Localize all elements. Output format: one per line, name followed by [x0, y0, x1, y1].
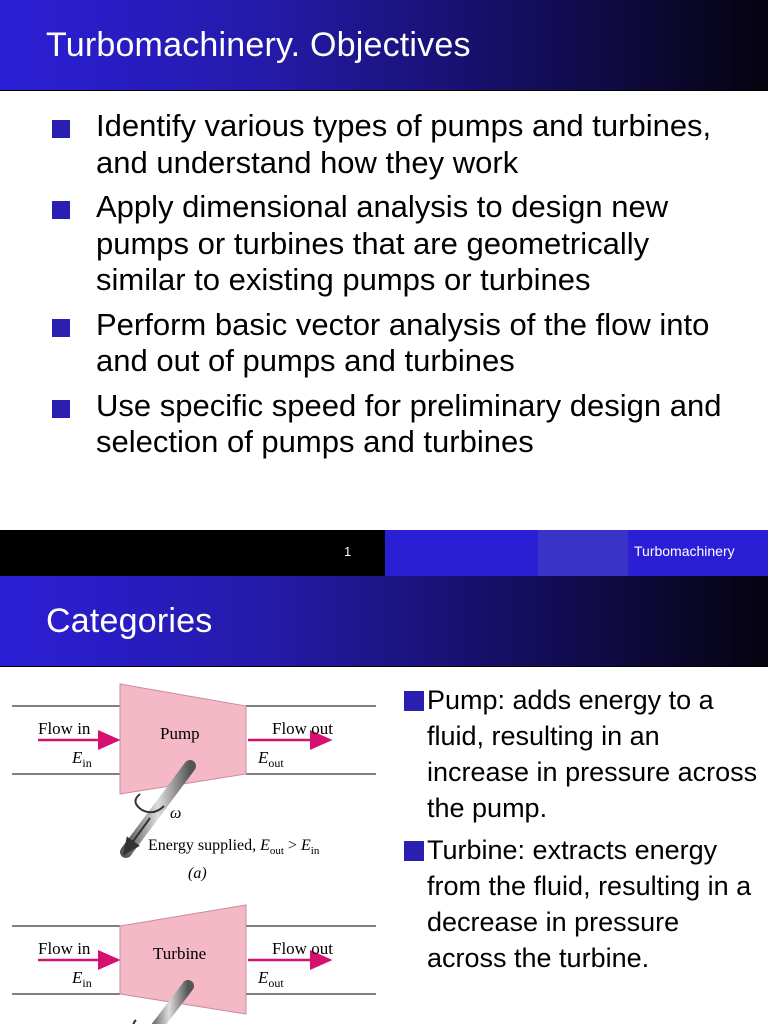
footer-band: [538, 530, 628, 576]
square-bullet-icon: [52, 400, 70, 418]
slide1-bullet-list: [0, 108, 768, 469]
pump-device-label: Pump: [160, 724, 200, 743]
turbine-e-out-label: $E_{out}$: [258, 968, 284, 990]
pump-diagram: [12, 684, 376, 882]
slide2-bullet-list: [400, 682, 760, 982]
bullet-text: Turbine: extracts energy from the fluid, resulting in a decrease in pressure across the turbine.: [427, 835, 752, 973]
turbine-flow-in-label: Flow in: [38, 939, 91, 958]
figure-a-label: (a): [188, 865, 207, 882]
turbine-e-in-label: $E_{in}$: [72, 968, 92, 990]
turbine-flow-out-label: Flow out: [272, 939, 333, 958]
footer-band: [385, 530, 538, 576]
turbine-device-label: Turbine: [153, 944, 207, 963]
turbine-diagram: [12, 905, 376, 1024]
square-bullet-icon: [404, 691, 424, 711]
list-item: [0, 189, 768, 299]
pump-turbine-figure: [0, 668, 390, 1024]
list-item: [400, 682, 760, 826]
list-item: [0, 307, 768, 380]
pump-flow-in-label: Flow in: [38, 719, 91, 738]
pump-e-in-label: $E_{in}$: [72, 748, 92, 770]
omega-label: ω: [170, 805, 182, 822]
square-bullet-icon: [404, 841, 424, 861]
square-bullet-icon: [52, 201, 70, 219]
slide1-title: Turbomachinery. Objectives: [46, 26, 471, 64]
bullet-text: Identify various types of pumps and turbines, and understand how they work: [96, 108, 712, 180]
slide2-title: Categories: [46, 602, 213, 640]
rotation-icon: [133, 1020, 138, 1024]
shaft-arrow: [124, 818, 150, 854]
page-number: 1: [344, 544, 352, 559]
list-item: [0, 388, 768, 461]
footer-label: Turbomachinery: [634, 543, 735, 559]
pump-e-out-label: $E_{out}$: [258, 748, 284, 770]
slide2-title-bar: [0, 576, 768, 667]
bullet-text: Use specific speed for preliminary design and selection of pumps and turbines: [96, 387, 722, 459]
list-item: [400, 832, 760, 976]
energy-supplied-label: Energy supplied, $E_{out} > E_{in}$: [148, 837, 320, 857]
list-item: [0, 108, 768, 181]
pump-flow-out-label: Flow out: [272, 719, 333, 738]
bullet-text: Apply dimensional analysis to design new pumps or turbines that are geometrically similar to existing pumps or turbines: [96, 189, 669, 297]
slide1-title-bar: [0, 0, 768, 91]
square-bullet-icon: [52, 319, 70, 337]
bullet-text: Perform basic vector analysis of the flow into and out of pumps and turbines: [96, 306, 710, 378]
square-bullet-icon: [52, 120, 70, 138]
slide-footer: [0, 530, 768, 576]
bullet-text: Pump: adds energy to a fluid, resulting in an increase in pressure across the pump.: [427, 685, 758, 823]
